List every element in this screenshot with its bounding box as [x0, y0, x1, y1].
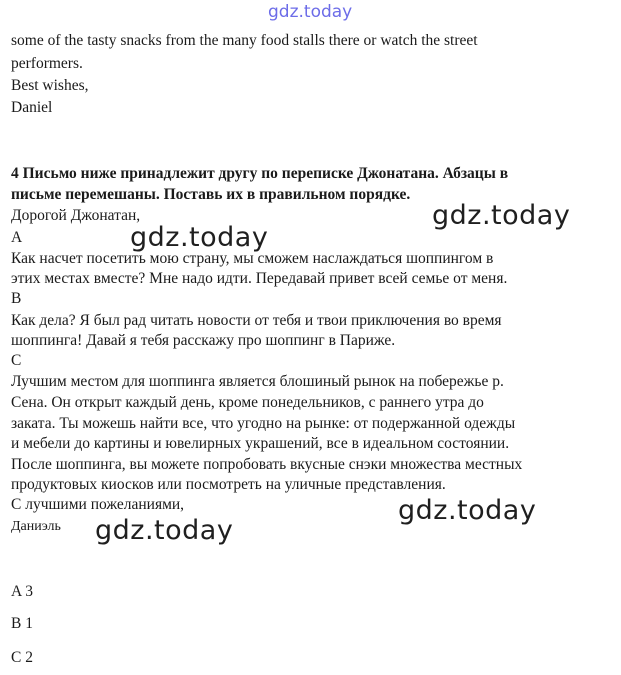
- watermark: gdz.today: [398, 495, 537, 526]
- text-line: performers.: [11, 55, 83, 72]
- paragraph-a-line: Как насчет посетить мою страну, мы сможем наслаждаться шоппингом в: [11, 250, 494, 267]
- letter-closing-ru: С лучшими пожеланиями,: [11, 496, 185, 513]
- paragraph-label-a: A: [11, 229, 23, 246]
- paragraph-c-line: Сена. Он открыт каждый день, кроме понедельников, с раннего утра до: [11, 394, 484, 411]
- paragraph-c-line: и мебели до картины и ювелирных украшений, все в идеальном состоянии.: [11, 435, 510, 452]
- paragraph-c-line: Лучшим местом для шоппинга является блошиный рынок на побережье р.: [11, 373, 504, 390]
- task-title: письме перемешаны. Поставь их в правильном порядке.: [11, 186, 411, 203]
- text-line: some of the tasty snacks from the many food stalls there or watch the street: [11, 32, 478, 49]
- paragraph-c-line: После шоппинга, вы можете попробовать вкусные снэки множества местных: [11, 456, 523, 473]
- paragraph-label-b: B: [11, 290, 22, 307]
- watermark: gdz.today: [130, 222, 269, 253]
- paragraph-c-line: заката. Ты можешь найти все, что угодно на рынке: от подержанной одежды: [11, 415, 516, 432]
- letter-greeting: Дорогой Джонатан,: [11, 207, 141, 224]
- paragraph-a-line: этих местах вместе? Мне надо идти. Передавай привет всей семье от меня.: [11, 270, 508, 287]
- paragraph-c-line: продуктовых киосков или посмотреть на уличные представления.: [11, 476, 446, 493]
- watermark: gdz.today: [432, 200, 571, 231]
- letter-signature: Daniel: [11, 99, 53, 116]
- watermark-top: gdz.today: [268, 2, 353, 22]
- answer-item: A 3: [11, 583, 33, 600]
- letter-signature-ru: Даниэль: [11, 519, 61, 534]
- paragraph-b-line: Как дела? Я был рад читать новости от тебя и твои приключения во время: [11, 312, 502, 329]
- answer-item: B 1: [11, 615, 33, 632]
- answer-item: C 2: [11, 649, 33, 666]
- watermark: gdz.today: [95, 515, 234, 546]
- paragraph-b-line: шоппинга! Давай я тебя расскажу про шоппинг в Париже.: [11, 332, 396, 349]
- task-title: 4 Письмо ниже принадлежит другу по переписке Джонатана. Абзацы в: [11, 165, 509, 182]
- paragraph-label-c: C: [11, 352, 22, 369]
- letter-closing: Best wishes,: [11, 77, 89, 94]
